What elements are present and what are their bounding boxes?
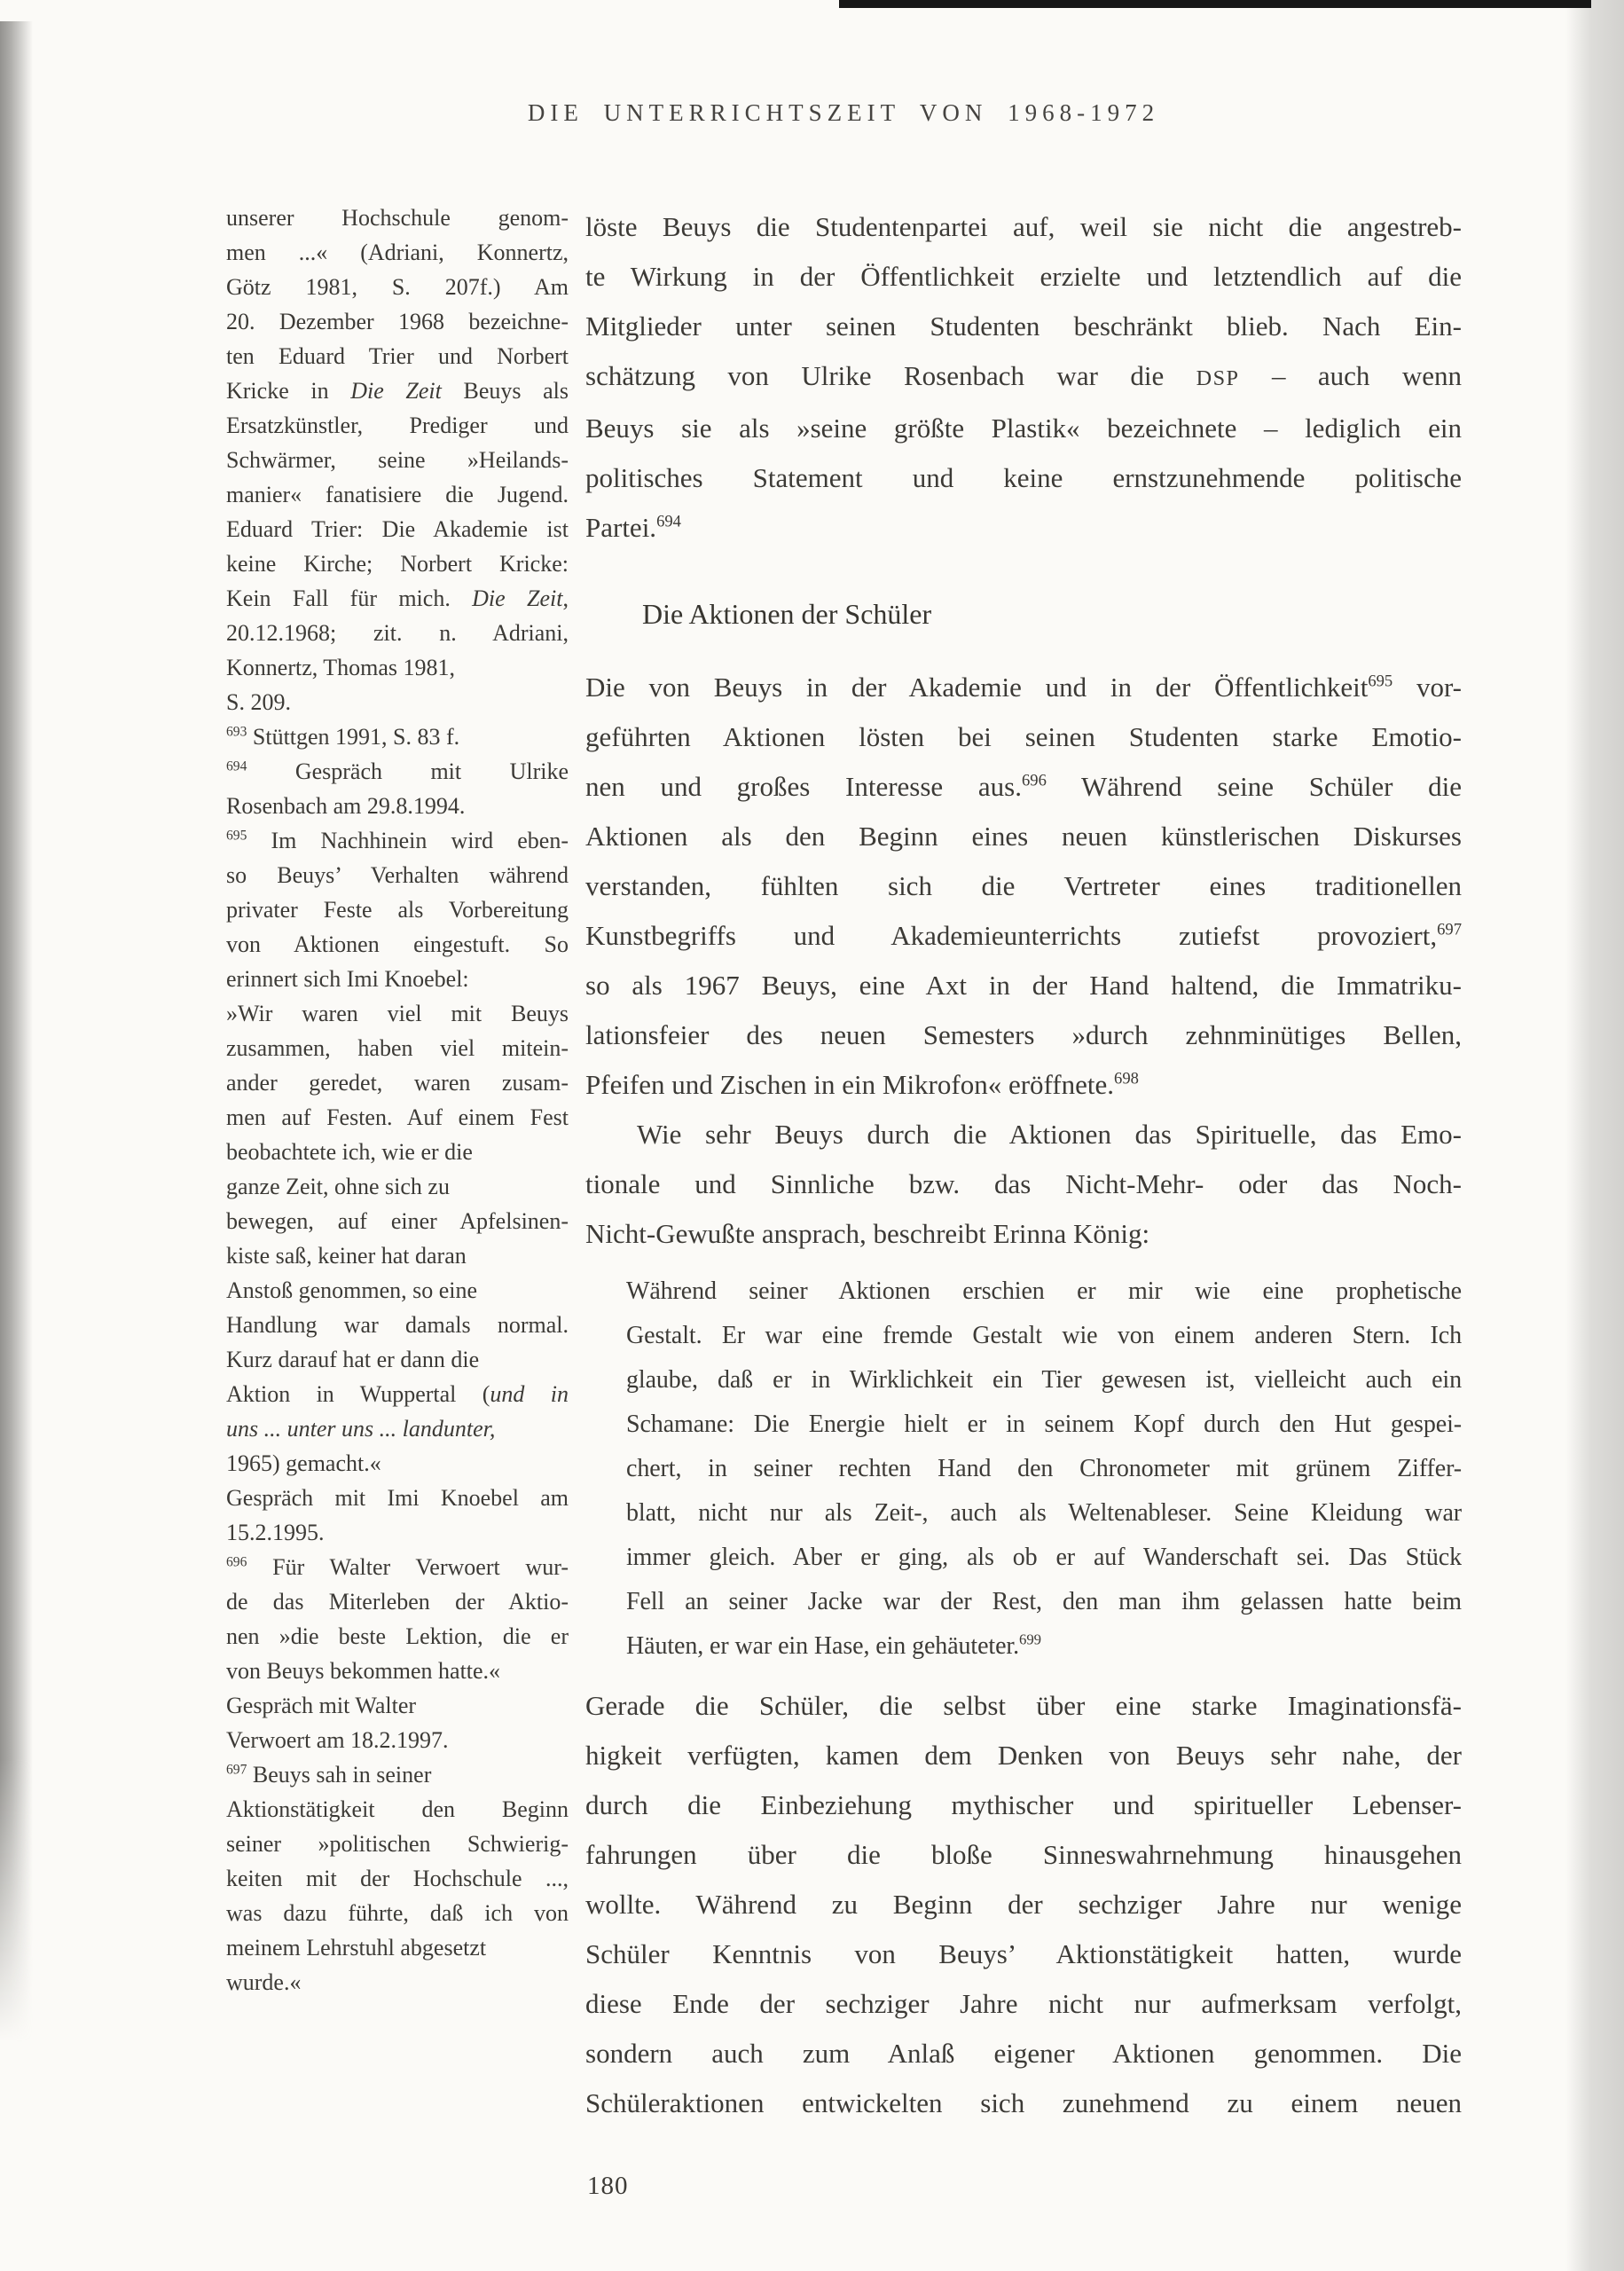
text-segment: Ersatzkünstler, Prediger und (226, 413, 569, 438)
text-segment: Schüler Kenntnis von Beuys’ Aktionstätigkeit hatten, wurde (585, 1938, 1462, 1969)
text-line (226, 1446, 569, 1481)
text-segment: , (562, 585, 569, 611)
paragraph (585, 1110, 1462, 1259)
text-segment: Kurz darauf hat er dann die (226, 1347, 480, 1372)
text-line (585, 911, 1462, 961)
text-segment: chert, in seiner rechten Hand den Chronometer mit grünem Ziffer- (626, 1455, 1462, 1482)
text-segment: nen und großes Interesse aus. (585, 771, 1022, 802)
text-line (226, 892, 569, 927)
text-line (226, 685, 569, 719)
text-segment: keine Kirche; Norbert Kricke: (226, 551, 569, 577)
text-line (585, 1929, 1462, 1979)
text-segment: wurde.« (226, 1969, 302, 1995)
text-segment: beobachtete ich, wie er die (226, 1139, 473, 1165)
text-line (226, 616, 569, 650)
footnote-marker: 698 (1114, 1069, 1139, 1088)
text-segment: men ...« (Adriani, Konnertz, (226, 240, 569, 265)
text-segment: was dazu führte, daß ich von (226, 1900, 569, 1926)
footnote-marker: 694 (226, 758, 247, 774)
text-segment: ten Eduard Trier und Norbert (226, 343, 569, 369)
text-line (226, 927, 569, 962)
text-segment: »Wir waren viel mit Beuys (226, 1001, 569, 1026)
text-line (226, 339, 569, 373)
text-line (585, 351, 1462, 404)
text-line (226, 858, 569, 892)
text-line (585, 1880, 1462, 1929)
text-line (226, 650, 569, 685)
section-heading: Die Aktionen der Schüler (642, 598, 932, 630)
text-segment: diese Ende der sechziger Jahre nicht nur aufmerksam verfolgt, (585, 1988, 1462, 2019)
text-segment: so Beuys’ Verhalten während (226, 862, 569, 888)
text-line (226, 1273, 569, 1308)
text-line (585, 712, 1462, 762)
text-segment: nen »die beste Lektion, die er (226, 1623, 569, 1649)
text-segment: ganze Zeit, ohne sich zu (226, 1174, 450, 1199)
footnote-marker: 696 (226, 1554, 247, 1570)
text-line (226, 1204, 569, 1238)
text-line (226, 581, 569, 616)
footnote-marker: 695 (226, 828, 247, 844)
text-segment: Häuten, er war ein Hase, ein gehäuteter. (626, 1632, 1020, 1660)
text-segment: schätzung von Ulrike Rosenbach war die (585, 360, 1196, 391)
scan-artifact-top-bar (839, 0, 1591, 8)
text-segment: men auf Festen. Auf einem Fest (226, 1104, 569, 1130)
text-segment: 20.12.1968; zit. n. Adriani, (226, 620, 569, 646)
text-line (226, 1654, 569, 1688)
text-segment: bewegen, auf einer Apfelsinen- (226, 1208, 569, 1234)
text-segment: de das Miterleben der Aktio- (226, 1589, 569, 1615)
text-segment: 15.2.1995. (226, 1520, 325, 1545)
text-segment: Götz 1981, S. 207f.) Am (226, 274, 569, 300)
text-line (585, 202, 1462, 252)
paragraph (585, 1681, 1462, 2128)
text-segment: Pfeifen und Zischen in ein Mikrofon« eröffnete. (585, 1069, 1115, 1100)
text-line (226, 1827, 569, 1861)
text-line (226, 1377, 569, 1411)
footnote-marker: 695 (1368, 672, 1393, 691)
text-line (585, 2029, 1462, 2078)
text-segment: Die von Beuys in der Akademie und in der Öffentlichkeit (585, 672, 1369, 703)
text-line (226, 823, 569, 858)
text-line (585, 1830, 1462, 1880)
text-line (585, 663, 1462, 712)
text-segment: unserer Hochschule genom- (226, 205, 569, 231)
text-segment: erinnert sich Imi Knoebel: (226, 966, 469, 992)
text-line (226, 1792, 569, 1827)
text-segment: S. 209. (226, 689, 291, 715)
text-segment: Während seine Schüler die (1046, 771, 1462, 802)
text-segment: ander geredet, waren zusam- (226, 1070, 569, 1096)
text-segment: meinem Lehrstuhl abgesetzt (226, 1935, 487, 1961)
text-line (226, 373, 569, 408)
text-segment: Beuys sah in seiner (247, 1762, 432, 1788)
marginalia-footnotes-column (226, 200, 569, 2000)
text-segment: privater Feste als Vorbereitung (226, 897, 569, 923)
text-line (226, 512, 569, 546)
text-segment: Fell an seiner Jacke war der Rest, den man ihm gelassen hatte beim (626, 1588, 1462, 1615)
text-line (226, 1481, 569, 1515)
text-segment: Aktionen als den Beginn eines neuen künstlerischen Diskurses (585, 821, 1462, 852)
text-line (626, 1403, 1462, 1447)
text-line (585, 503, 1462, 553)
text-line (226, 1342, 569, 1377)
italic-segment: und in (490, 1381, 569, 1407)
text-segment: immer gleich. Aber er ging, als ob er auf Wanderschaft sei. Das Stück (626, 1544, 1462, 1571)
text-line (226, 1584, 569, 1619)
text-segment: Gespräch mit Ulrike (247, 758, 569, 784)
text-line (226, 1930, 569, 1965)
text-line (226, 235, 569, 270)
text-line (585, 1209, 1462, 1259)
text-segment: fahrungen über die bloße Sinneswahrnehmung hinausgehen (585, 1839, 1462, 1870)
text-line (585, 2078, 1462, 2128)
text-line (226, 1619, 569, 1654)
text-line (626, 1314, 1462, 1358)
text-segment: Beuys als (441, 378, 569, 404)
text-line (585, 1731, 1462, 1780)
text-segment: wollte. Während zu Beginn der sechziger Jahre nur wenige (585, 1889, 1462, 1920)
text-segment: blatt, nicht nur als Zeit-, auch als Weltenableser. Seine Kleidung war (626, 1499, 1462, 1527)
main-text-column (585, 202, 1462, 2128)
text-line (226, 443, 569, 477)
paragraph (585, 202, 1462, 553)
text-segment: Aktion in Wuppertal ( (226, 1381, 490, 1407)
italic-segment: Die Zeit (472, 585, 563, 611)
text-segment: vor- (1393, 672, 1462, 703)
text-segment: durch die Einbeziehung mythischer und spiritueller Lebenser- (585, 1789, 1462, 1820)
text-segment: Handlung war damals normal. (226, 1312, 569, 1338)
text-segment: Anstoß genommen, so eine (226, 1277, 478, 1303)
text-segment: manier« fanatisiere die Jugend. (226, 482, 569, 507)
text-line (585, 252, 1462, 302)
text-line (585, 404, 1462, 453)
text-segment: 1965) gemacht.« (226, 1450, 381, 1476)
text-segment: Rosenbach am 29.8.1994. (226, 793, 466, 819)
text-segment: Für Walter Verwoert wur- (247, 1554, 569, 1580)
text-segment: von Aktionen eingestuft. So (226, 931, 569, 957)
text-line (226, 1757, 569, 1792)
text-segment: Schamane: Die Energie hielt er in seinem Kopf durch den Hut gespei- (626, 1411, 1462, 1438)
text-segment: – auch wenn (1239, 360, 1462, 391)
text-segment: sondern auch zum Anlaß eigener Aktionen genommen. Die (585, 2038, 1462, 2069)
text-line (226, 1965, 569, 2000)
text-line (626, 1447, 1462, 1491)
text-line (585, 762, 1462, 812)
text-line (626, 1580, 1462, 1624)
text-line (585, 453, 1462, 503)
text-line (226, 962, 569, 996)
text-line (226, 270, 569, 304)
running-head: DIE UNTERRICHTSZEIT VON 1968-1972 (527, 99, 1160, 126)
text-segment: Nicht-Gewußte ansprach, beschreibt Erinna König: (585, 1218, 1150, 1249)
page-number: 180 (587, 2172, 629, 2200)
text-segment: Im Nachhinein wird eben- (247, 828, 569, 853)
text-segment: lationsfeier des neuen Semesters »durch zehnminütiges Bellen, (585, 1019, 1462, 1050)
footnote-marker: 693 (226, 724, 247, 740)
text-segment: zusammen, haben viel mitein- (226, 1035, 569, 1061)
text-line (585, 1159, 1462, 1209)
text-line (226, 996, 569, 1031)
text-line (585, 302, 1462, 351)
text-line (626, 1358, 1462, 1403)
text-segment: Eduard Trier: Die Akademie ist (226, 516, 569, 542)
text-segment: Kunstbegriffs und Akademieunterrichts zutiefst provoziert, (585, 920, 1438, 951)
text-segment: löste Beuys die Studentenpartei auf, weil sie nicht die angestreb- (585, 211, 1462, 242)
text-segment: verstanden, fühlten sich die Vertreter eines traditionellen (585, 870, 1462, 901)
italic-segment: Die Zeit (350, 378, 442, 404)
smallcaps-segment: DSP (1196, 366, 1240, 390)
text-line (226, 1169, 569, 1204)
text-line (226, 1688, 569, 1723)
footnote-marker: 697 (226, 1762, 247, 1778)
text-line (585, 1979, 1462, 2029)
text-line (226, 1861, 569, 1896)
footnote-marker: 694 (656, 512, 681, 531)
italic-segment: uns ... unter uns ... landunter, (226, 1416, 496, 1442)
footnote-marker: 696 (1021, 771, 1047, 790)
text-line (226, 1065, 569, 1100)
scan-artifact-left-edge (0, 21, 37, 2042)
text-line (585, 961, 1462, 1010)
text-line (226, 1550, 569, 1584)
text-line (226, 546, 569, 581)
text-line (585, 812, 1462, 861)
text-line (226, 1238, 569, 1273)
text-line (226, 1100, 569, 1135)
text-segment: Partei. (585, 512, 657, 543)
text-segment: Kein Fall für mich. (226, 585, 473, 611)
text-segment: Verwoert am 18.2.1997. (226, 1727, 449, 1753)
text-segment: Schwärmer, seine »Heilands- (226, 447, 569, 473)
text-segment: Schüleraktionen entwickelten sich zunehmend zu einem neuen (585, 2087, 1462, 2118)
text-segment: politisches Statement und keine ernstzunehmende politische (585, 462, 1462, 493)
text-segment: Beuys sie als »seine größte Plastik« bezeichnete – lediglich ein (585, 413, 1462, 444)
block-quote (626, 1269, 1462, 1669)
text-line (226, 304, 569, 339)
text-line (226, 1135, 569, 1169)
text-segment: te Wirkung in der Öffentlichkeit erzielte und letztendlich auf die (585, 261, 1462, 292)
text-segment: kiste saß, keiner hat daran (226, 1243, 467, 1269)
text-line (626, 1536, 1462, 1580)
text-segment: keiten mit der Hochschule ..., (226, 1866, 569, 1891)
paragraph (585, 663, 1462, 1110)
text-line (585, 1110, 1462, 1159)
text-segment: Mitglieder unter seinen Studenten beschränkt blieb. Nach Ein- (585, 310, 1462, 342)
text-segment: von Beuys bekommen hatte.« (226, 1658, 501, 1684)
text-line (226, 754, 569, 789)
text-line (585, 1060, 1462, 1110)
scan-artifact-right-edge (1565, 0, 1624, 2271)
text-segment: so als 1967 Beuys, eine Axt in der Hand haltend, die Immatriku- (585, 970, 1462, 1001)
text-line (585, 1010, 1462, 1060)
text-line (626, 1624, 1462, 1669)
text-segment: seiner »politischen Schwierig- (226, 1831, 569, 1857)
text-line (226, 1411, 569, 1446)
text-line (226, 408, 569, 443)
text-segment: Konnertz, Thomas 1981, (226, 655, 456, 680)
text-line (626, 1269, 1462, 1314)
text-line (585, 1780, 1462, 1830)
text-line (226, 789, 569, 823)
text-line (226, 719, 569, 754)
footnote-marker: 699 (1019, 1631, 1041, 1648)
text-line (626, 1491, 1462, 1536)
text-segment: higkeit verfügten, kamen dem Denken von Beuys sehr nahe, der (585, 1740, 1462, 1771)
text-line (585, 1681, 1462, 1731)
text-line (226, 1896, 569, 1930)
footnote-marker: 697 (1437, 920, 1462, 939)
text-segment: Gespräch mit Walter (226, 1693, 417, 1718)
text-segment: Während seiner Aktionen erschien er mir wie eine prophetische (626, 1277, 1462, 1305)
text-line (226, 477, 569, 512)
text-line (226, 1031, 569, 1065)
text-segment: Gespräch mit Imi Knoebel am (226, 1485, 569, 1511)
text-line (226, 1723, 569, 1757)
text-segment: Wie sehr Beuys durch die Aktionen das Spirituelle, das Emo- (637, 1119, 1462, 1150)
text-line (585, 861, 1462, 911)
text-line (226, 1308, 569, 1342)
text-line (226, 1515, 569, 1550)
text-segment: Gerade die Schüler, die selbst über eine starke Imaginationsfä- (585, 1690, 1462, 1721)
text-segment: 20. Dezember 1968 bezeichne- (226, 309, 569, 334)
text-segment: Aktionstätigkeit den Beginn (226, 1796, 569, 1822)
text-segment: glaube, daß er in Wirklichkeit ein Tier gewesen ist, vielleicht auch ein (626, 1366, 1462, 1394)
text-segment: Gestalt. Er war eine fremde Gestalt wie von einem anderen Stern. Ich (626, 1322, 1462, 1349)
text-segment: geführten Aktionen lösten bei seinen Studenten starke Emotio- (585, 721, 1462, 752)
text-segment: Stüttgen 1991, S. 83 f. (247, 724, 460, 750)
text-line (226, 200, 569, 235)
text-segment: tionale und Sinnliche bzw. das Nicht-Mehr- oder das Noch- (585, 1168, 1462, 1199)
text-segment: Kricke in (226, 378, 351, 404)
